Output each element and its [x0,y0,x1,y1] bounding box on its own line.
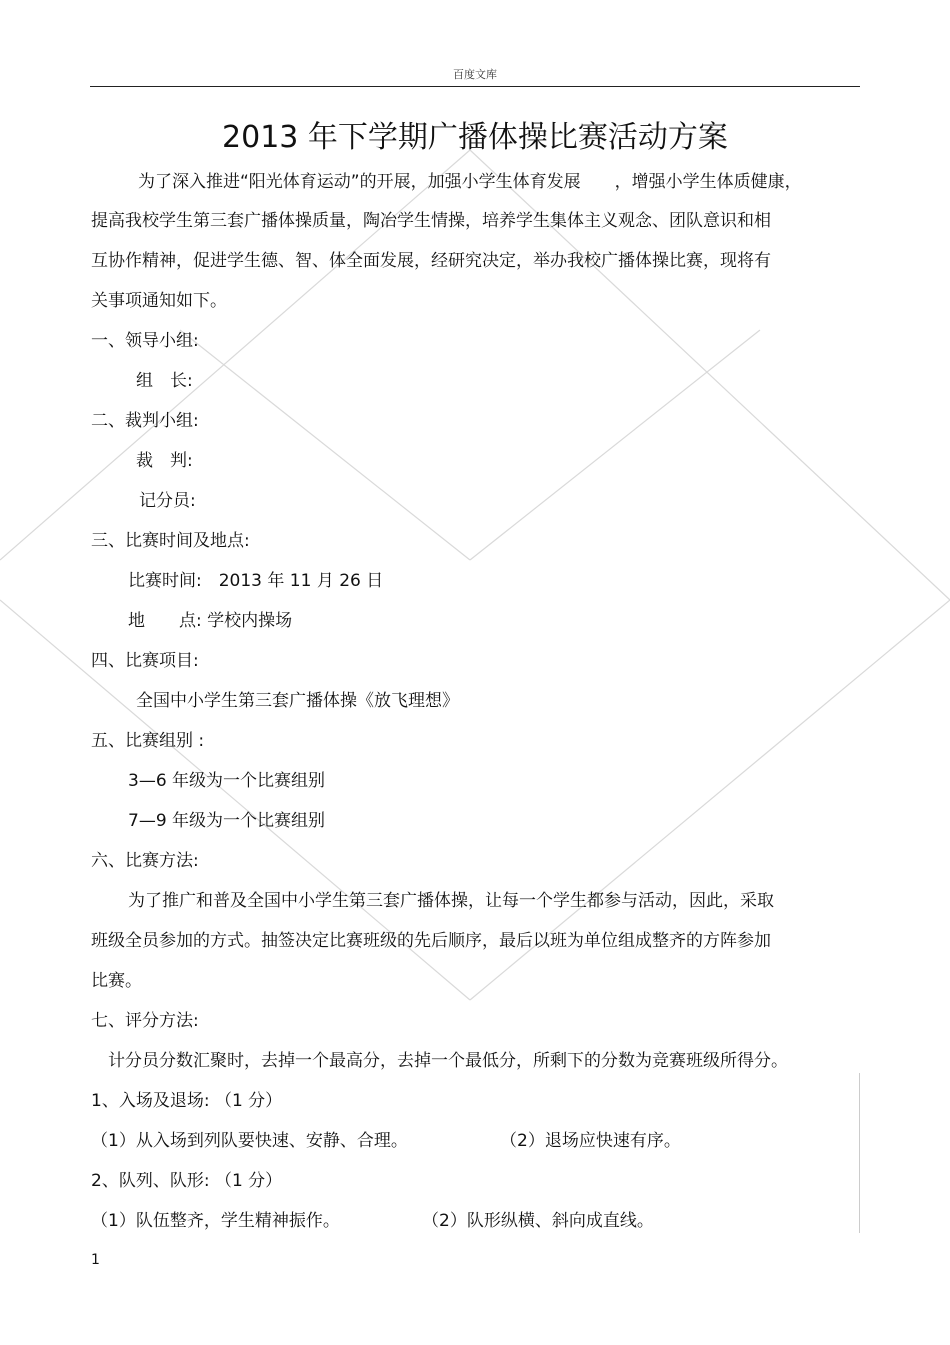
section-event-heading: 四、比赛项目: [91,651,199,671]
scoring-item-1-title: 1、入场及退场: （1 分） [91,1091,283,1111]
intro-line-1: 为了深入推进“阳光体育运动”的开展，加强小学生体育发展 ，增强小学生体质健康， [138,172,802,192]
table-edge-rule [859,1073,860,1233]
event-place: 地 点: 学校内操场 [128,611,293,631]
header-rule [90,86,860,87]
scoring-intro: 计分员分数汇聚时，去掉一个最高分，去掉一个最低分，所剩下的分数为竞赛班级所得分。 [108,1051,788,1071]
section-time-place-heading: 三、比赛时间及地点: [91,531,250,551]
section-scoring-heading: 七、评分方法: [91,1011,199,1031]
leader-label: 组 长: [136,371,193,391]
scoring-item-2-b: （2）队形纵横、斜向成直线。 [422,1211,654,1231]
method-line-2: 班级全员参加的方式。抽签决定比赛班级的先后顺序，最后以班为单位组成整齐的方阵参加 [91,931,771,951]
group-1: 3—6 年级为一个比赛组别 [128,771,326,791]
section-leadership-heading: 一、领导小组: [91,331,199,351]
event-time: 比赛时间: 2013 年 11 月 26 日 [128,571,384,591]
intro-line-3: 互协作精神，促进学生德、智、体全面发展，经研究决定，举办我校广播体操比赛，现将有 [91,251,771,271]
scoring-item-2-title: 2、队列、队形: （1 分） [91,1171,283,1191]
method-line-1: 为了推广和普及全国中小学生第三套广播体操，让每一个学生都参与活动，因此，采取 [128,891,774,911]
document-title: 2013 年下学期广播体操比赛活动方案 [222,120,728,155]
scoring-item-1-b: （2）退场应快速有序。 [500,1131,681,1151]
group-2: 7—9 年级为一个比赛组别 [128,811,326,831]
scoring-item-2-a: （1）队伍整齐，学生精神振作。 [91,1211,340,1231]
section-judges-heading: 二、裁判小组: [91,411,199,431]
scoring-item-1-a: （1）从入场到列队要快速、安静、合理。 [91,1131,408,1151]
section-groups-heading: 五、比赛组别 : [91,731,205,751]
event-item: 全国中小学生第三套广播体操《放飞理想》 [136,691,459,711]
intro-line-2: 提高我校学生第三套广播体操质量，陶冶学生情操，培养学生集体主义观念、团队意识和相 [91,211,771,231]
judge-label: 裁 判: [136,451,193,471]
method-line-3: 比赛。 [91,971,142,991]
section-method-heading: 六、比赛方法: [91,851,199,871]
page-number: 1 [91,1252,100,1268]
scorer-label: 记分员: [139,491,196,511]
header-source: 百度文库 [453,68,497,81]
intro-line-4: 关事项通知如下。 [91,291,227,311]
